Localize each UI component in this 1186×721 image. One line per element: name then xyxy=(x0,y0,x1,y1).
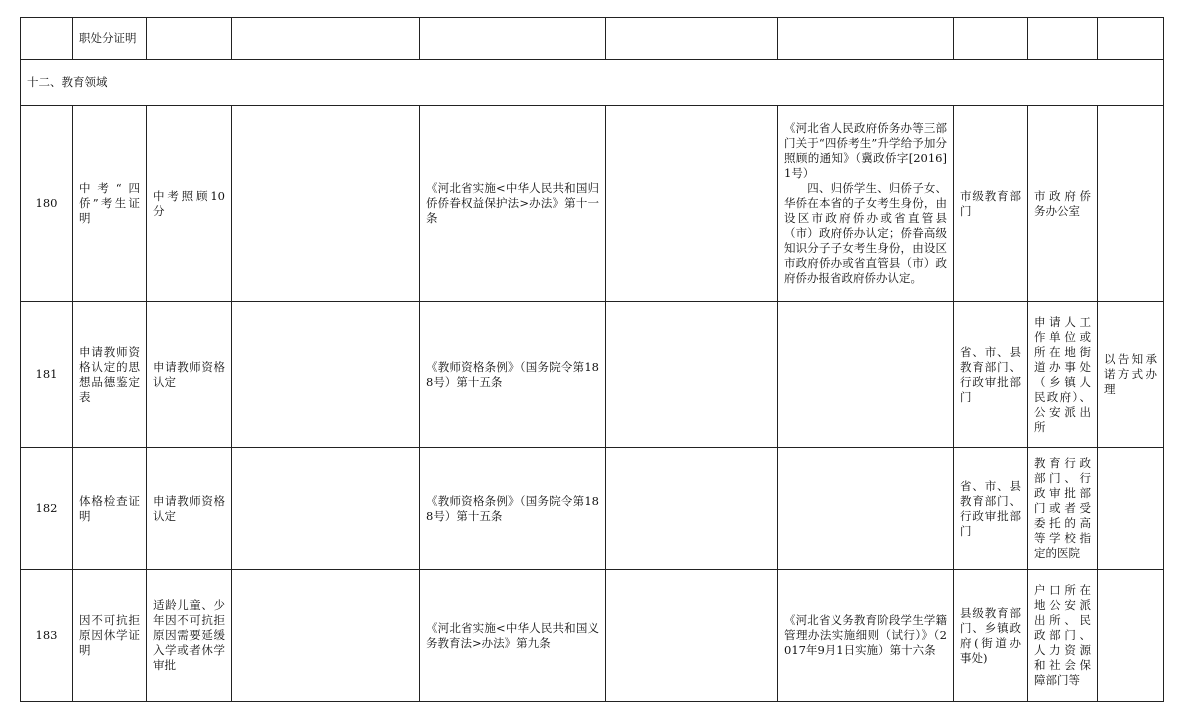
cell-empty xyxy=(606,570,778,702)
cell-basis: 《河北省实施<中华人民共和国归侨侨眷权益保护法>办法》第十一条 xyxy=(420,106,606,302)
cell-empty xyxy=(232,302,420,448)
cell-no: 180 xyxy=(21,106,73,302)
cell-empty xyxy=(232,448,420,570)
matters-table xyxy=(20,17,1164,702)
cell-usage: 中考照顾10分 xyxy=(147,106,232,302)
cell-note-basis: 《河北省人民政府侨务办等三部门关于“四侨考生”升学给予加分照顾的通知》（冀政侨字[2016]1号） 四、归侨学生、归侨子女、华侨在本省的子女考生身份，由设区市政府侨办或省直管县（市）政府侨办认定；侨眷高级知识分子子女考生身份，由设区市政府侨办或省直管县（市）政府侨办报省政府侨办认定。 xyxy=(778,106,954,302)
cell-empty xyxy=(606,106,778,302)
cell-name: 体格检查证明 xyxy=(73,448,147,570)
cell-empty xyxy=(606,448,778,570)
cell-empty xyxy=(606,302,778,448)
cell-dept: 市级教育部门 xyxy=(954,106,1028,302)
table-row xyxy=(21,18,1164,60)
cell-remark xyxy=(1098,106,1164,302)
cell-issuer: 市政府侨务办公室 xyxy=(1028,106,1098,302)
table-row xyxy=(21,106,1164,302)
cell-dept: 省、市、县教育部门、行政审批部门 xyxy=(954,302,1028,448)
cell-usage: 申请教师资格认定 xyxy=(147,448,232,570)
cell-empty xyxy=(232,570,420,702)
cell-remark xyxy=(1098,448,1164,570)
cell-name: 中考“四侨”考生证明 xyxy=(73,106,147,302)
cell-note-basis: 《河北省义务教育阶段学生学籍管理办法实施细则（试行）》（2017年9月1日实施）第十六条 xyxy=(778,570,954,702)
cell-no: 183 xyxy=(21,570,73,702)
cell-basis: 《教师资格条例》（国务院令第188号）第十五条 xyxy=(420,302,606,448)
cell-name: 职处分证明 xyxy=(73,18,147,60)
cell-name: 申请教师资格认定的思想品德鉴定表 xyxy=(73,302,147,448)
cell-remark: 以告知承诺方式办理 xyxy=(1098,302,1164,448)
cell-usage: 申请教师资格认定 xyxy=(147,302,232,448)
cell-usage: 适龄儿童、少年因不可抗拒原因需要延缓入学或者休学审批 xyxy=(147,570,232,702)
cell-issuer: 教育行政部门、行政审批部门或者受委托的高等学校指定的医院 xyxy=(1028,448,1098,570)
cell-dept: 省、市、县教育部门、行政审批部门 xyxy=(954,448,1028,570)
table-row xyxy=(21,448,1164,570)
section-row xyxy=(21,60,1164,106)
cell-remark xyxy=(1098,570,1164,702)
cell-note-basis xyxy=(778,448,954,570)
cell-note-basis xyxy=(778,302,954,448)
cell-basis: 《河北省实施<中华人民共和国义务教育法>办法》第九条 xyxy=(420,570,606,702)
cell-empty xyxy=(232,106,420,302)
cell-basis: 《教师资格条例》（国务院令第188号）第十五条 xyxy=(420,448,606,570)
cell-no xyxy=(21,18,73,60)
table-row xyxy=(21,302,1164,448)
cell-dept: 县级教育部门、乡镇政府(街道办事处) xyxy=(954,570,1028,702)
cell-issuer: 户口所在地公安派出所、民政部门、人力资源和社会保障部门等 xyxy=(1028,570,1098,702)
section-title: 十二、教育领域 xyxy=(21,60,1164,106)
cell-name: 因不可抗拒原因休学证明 xyxy=(73,570,147,702)
cell-no: 182 xyxy=(21,448,73,570)
table-row xyxy=(21,570,1164,702)
cell-issuer: 申请人工作单位或所在地街道办事处（乡镇人民政府）、公安派出所 xyxy=(1028,302,1098,448)
cell-no: 181 xyxy=(21,302,73,448)
